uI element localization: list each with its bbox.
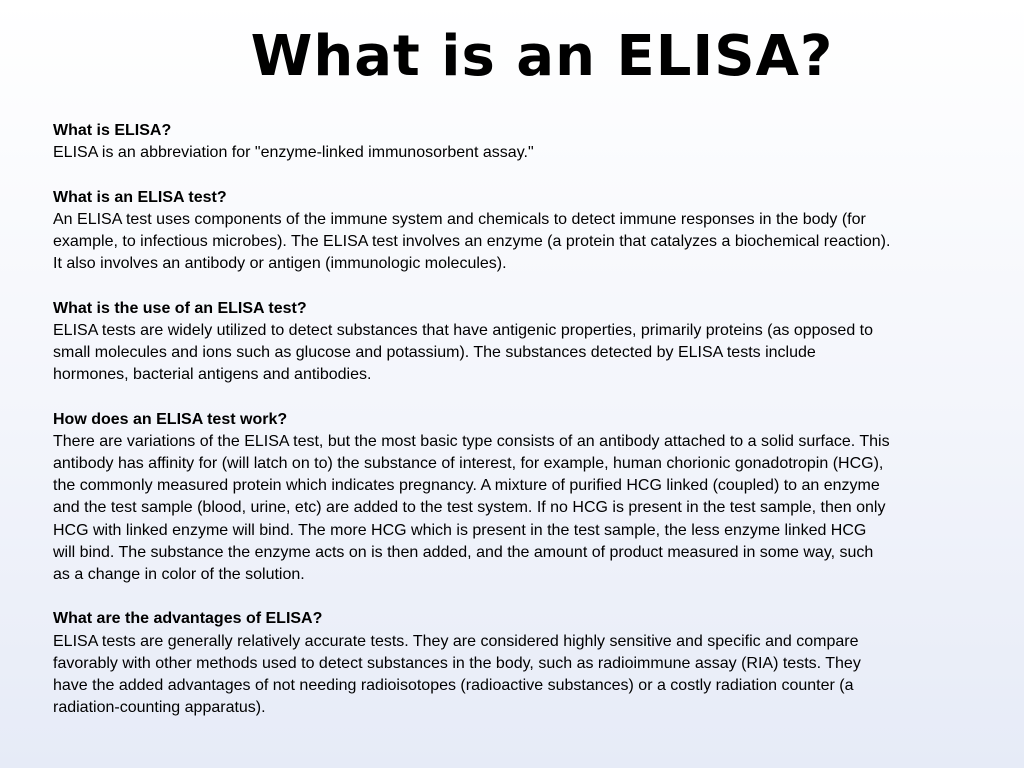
section-what-is-elisa-test [53, 187, 893, 276]
section-body: There are variations of the ELISA test, but the most basic type consists of an antibody attached to a solid surface. This antibody has affinity for (will latch on to) the substance of interest, for example, human chorionic gonadotropin (HCG), the commonly measured protein which indicates pregnancy. A mixture of purified HCG linked (coupled) to an enzyme and the test sample (blood, urine, etc) are added to the test system. If no HCG is present in the test sample, then only HCG with linked enzyme will bind. The more HCG which is present in the test sample, the less enzyme linked HCG will bind. The substance the enzyme acts on is then added, and the amount of product measured in some way, such as a change in color of the solution. [53, 432, 890, 584]
section-heading: How does an ELISA test work? [53, 410, 288, 428]
section-heading: What is the use of an ELISA test? [53, 299, 307, 317]
section-body: An ELISA test uses components of the immune system and chemicals to detect immune responses in the body (for example, to infectious microbes). The ELISA test involves an enzyme (a protein that catalyzes a biochemical reaction). It also involves an antibody or antigen (immunologic molecules). [53, 210, 891, 273]
section-advantages-of-elisa [53, 608, 893, 719]
section-body: ELISA tests are widely utilized to detect substances that have antigenic properties, primarily proteins (as opposed to small molecules and ions such as glucose and potassium). The substances detected by ELISA tests include hormones, bacterial antigens and antibodies. [53, 321, 873, 384]
slide-content [53, 120, 893, 719]
section-body: ELISA tests are generally relatively accurate tests. They are considered highly sensitive and specific and compare favorably with other methods used to detect substances in the body, such as radioimmune assay (RIA) tests. They have the added advantages of not needing radioisotopes (radioactive substances) or a costly radiation counter (a radiation-counting apparatus). [53, 632, 861, 717]
section-what-is-elisa [53, 120, 893, 164]
section-use-of-elisa-test [53, 298, 893, 387]
section-body: ELISA is an abbreviation for "enzyme-linked immunosorbent assay." [53, 144, 534, 162]
section-heading: What is an ELISA test? [53, 188, 227, 206]
section-heading: What is ELISA? [53, 122, 172, 139]
section-how-elisa-works [53, 409, 893, 587]
section-heading: What are the advantages of ELISA? [53, 610, 323, 628]
slide-title: What is an ELISA? [250, 24, 834, 89]
